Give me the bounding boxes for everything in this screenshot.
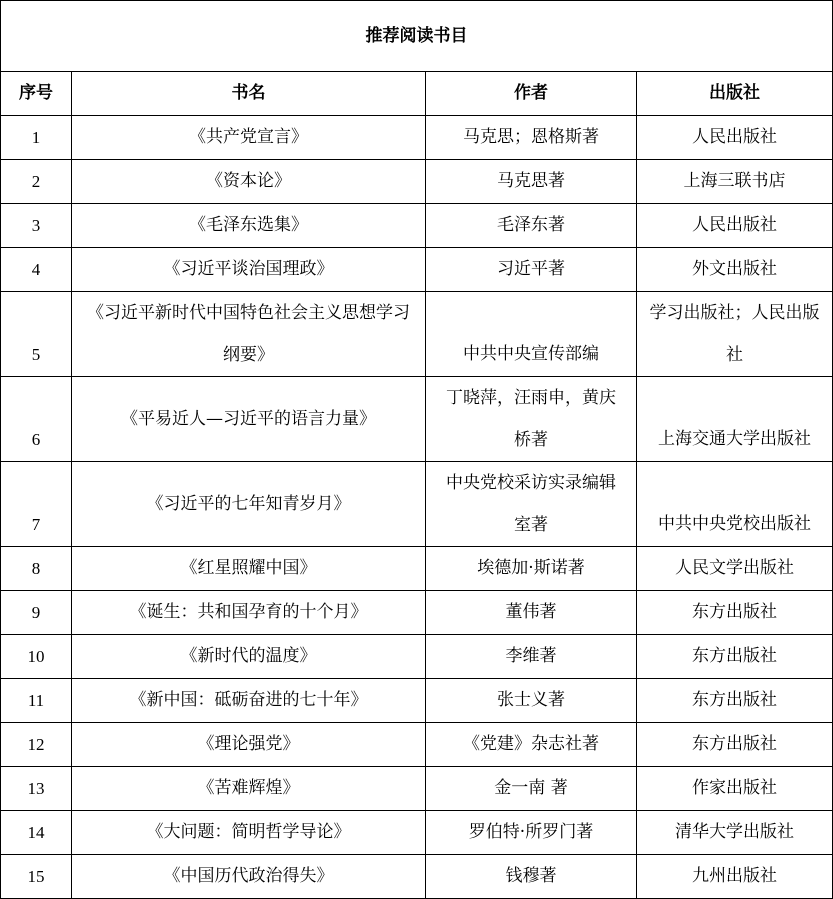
row-index: 9 (1, 591, 72, 635)
row-author: 张士义著 (426, 679, 637, 723)
table-row (1, 292, 833, 377)
table-row (1, 204, 833, 248)
row-book-name (72, 292, 426, 377)
row-index: 15 (1, 855, 72, 899)
row-author: 马克思；恩格斯著 (426, 116, 637, 160)
row-author: 金一南 著 (426, 767, 637, 811)
row-publisher-text: 学习出版社；人民出版社 (649, 303, 820, 365)
row-book-name: 《诞生：共和国孕育的十个月》 (72, 591, 426, 635)
row-author: 毛泽东著 (426, 204, 637, 248)
row-index: 6 (1, 377, 72, 462)
table-row (1, 679, 833, 723)
row-author-text: 中央党校采访实录编辑室著 (446, 473, 616, 535)
row-book-name: 《苦难辉煌》 (72, 767, 426, 811)
row-index: 14 (1, 811, 72, 855)
row-index: 8 (1, 547, 72, 591)
row-author: 《党建》杂志社著 (426, 723, 637, 767)
row-index: 2 (1, 160, 72, 204)
row-publisher: 外文出版社 (637, 248, 833, 292)
row-publisher: 人民出版社 (637, 204, 833, 248)
row-publisher: 东方出版社 (637, 591, 833, 635)
row-book-name: 《习近平的七年知青岁月》 (72, 462, 426, 547)
row-index: 13 (1, 767, 72, 811)
row-book-name: 《红星照耀中国》 (72, 547, 426, 591)
table-row (1, 160, 833, 204)
row-author: 马克思著 (426, 160, 637, 204)
row-publisher: 人民出版社 (637, 116, 833, 160)
row-book-name: 《共产党宣言》 (72, 116, 426, 160)
row-book-name: 《新时代的温度》 (72, 635, 426, 679)
row-publisher: 东方出版社 (637, 723, 833, 767)
row-author (426, 377, 637, 462)
row-book-name: 《大问题：简明哲学导论》 (72, 811, 426, 855)
row-publisher (637, 292, 833, 377)
row-publisher: 人民文学出版社 (637, 547, 833, 591)
header-author: 作者 (426, 72, 637, 116)
table-row (1, 547, 833, 591)
row-publisher: 作家出版社 (637, 767, 833, 811)
header-name: 书名 (72, 72, 426, 116)
row-book-name: 《习近平谈治国理政》 (72, 248, 426, 292)
table-row (1, 248, 833, 292)
row-author: 钱穆著 (426, 855, 637, 899)
header-publisher: 出版社 (637, 72, 833, 116)
row-publisher: 东方出版社 (637, 635, 833, 679)
table-row (1, 462, 833, 547)
row-publisher: 上海交通大学出版社 (637, 377, 833, 462)
row-publisher: 清华大学出版社 (637, 811, 833, 855)
row-index: 11 (1, 679, 72, 723)
row-publisher: 九州出版社 (637, 855, 833, 899)
row-index: 7 (1, 462, 72, 547)
header-index: 序号 (1, 72, 72, 116)
table-row (1, 377, 833, 462)
row-publisher: 上海三联书店 (637, 160, 833, 204)
table-row (1, 591, 833, 635)
table-title: 推荐阅读书目 (1, 1, 833, 72)
row-author: 李维著 (426, 635, 637, 679)
table-row (1, 635, 833, 679)
row-author: 罗伯特·所罗门著 (426, 811, 637, 855)
row-index: 1 (1, 116, 72, 160)
table-row (1, 855, 833, 899)
row-author: 习近平著 (426, 248, 637, 292)
row-book-name: 《新中国：砥砺奋进的七十年》 (72, 679, 426, 723)
row-book-name: 《资本论》 (72, 160, 426, 204)
table-row (1, 811, 833, 855)
row-book-name-text: 《习近平新时代中国特色社会主义思想学习纲要》 (87, 303, 410, 365)
row-book-name: 《平易近人—习近平的语言力量》 (72, 377, 426, 462)
table-row (1, 116, 833, 160)
row-book-name: 《理论强党》 (72, 723, 426, 767)
row-publisher: 中共中央党校出版社 (637, 462, 833, 547)
row-publisher: 东方出版社 (637, 679, 833, 723)
row-index: 3 (1, 204, 72, 248)
row-author-text: 丁晓萍，汪雨申，黄庆桥著 (446, 388, 616, 450)
table-row (1, 723, 833, 767)
header-row (1, 72, 833, 116)
row-index: 5 (1, 292, 72, 377)
row-author: 埃德加·斯诺著 (426, 547, 637, 591)
row-index: 4 (1, 248, 72, 292)
table-row (1, 767, 833, 811)
row-book-name: 《毛泽东选集》 (72, 204, 426, 248)
row-index: 12 (1, 723, 72, 767)
row-book-name: 《中国历代政治得失》 (72, 855, 426, 899)
row-author (426, 462, 637, 547)
row-author: 董伟著 (426, 591, 637, 635)
row-index: 10 (1, 635, 72, 679)
row-author: 中共中央宣传部编 (426, 292, 637, 377)
